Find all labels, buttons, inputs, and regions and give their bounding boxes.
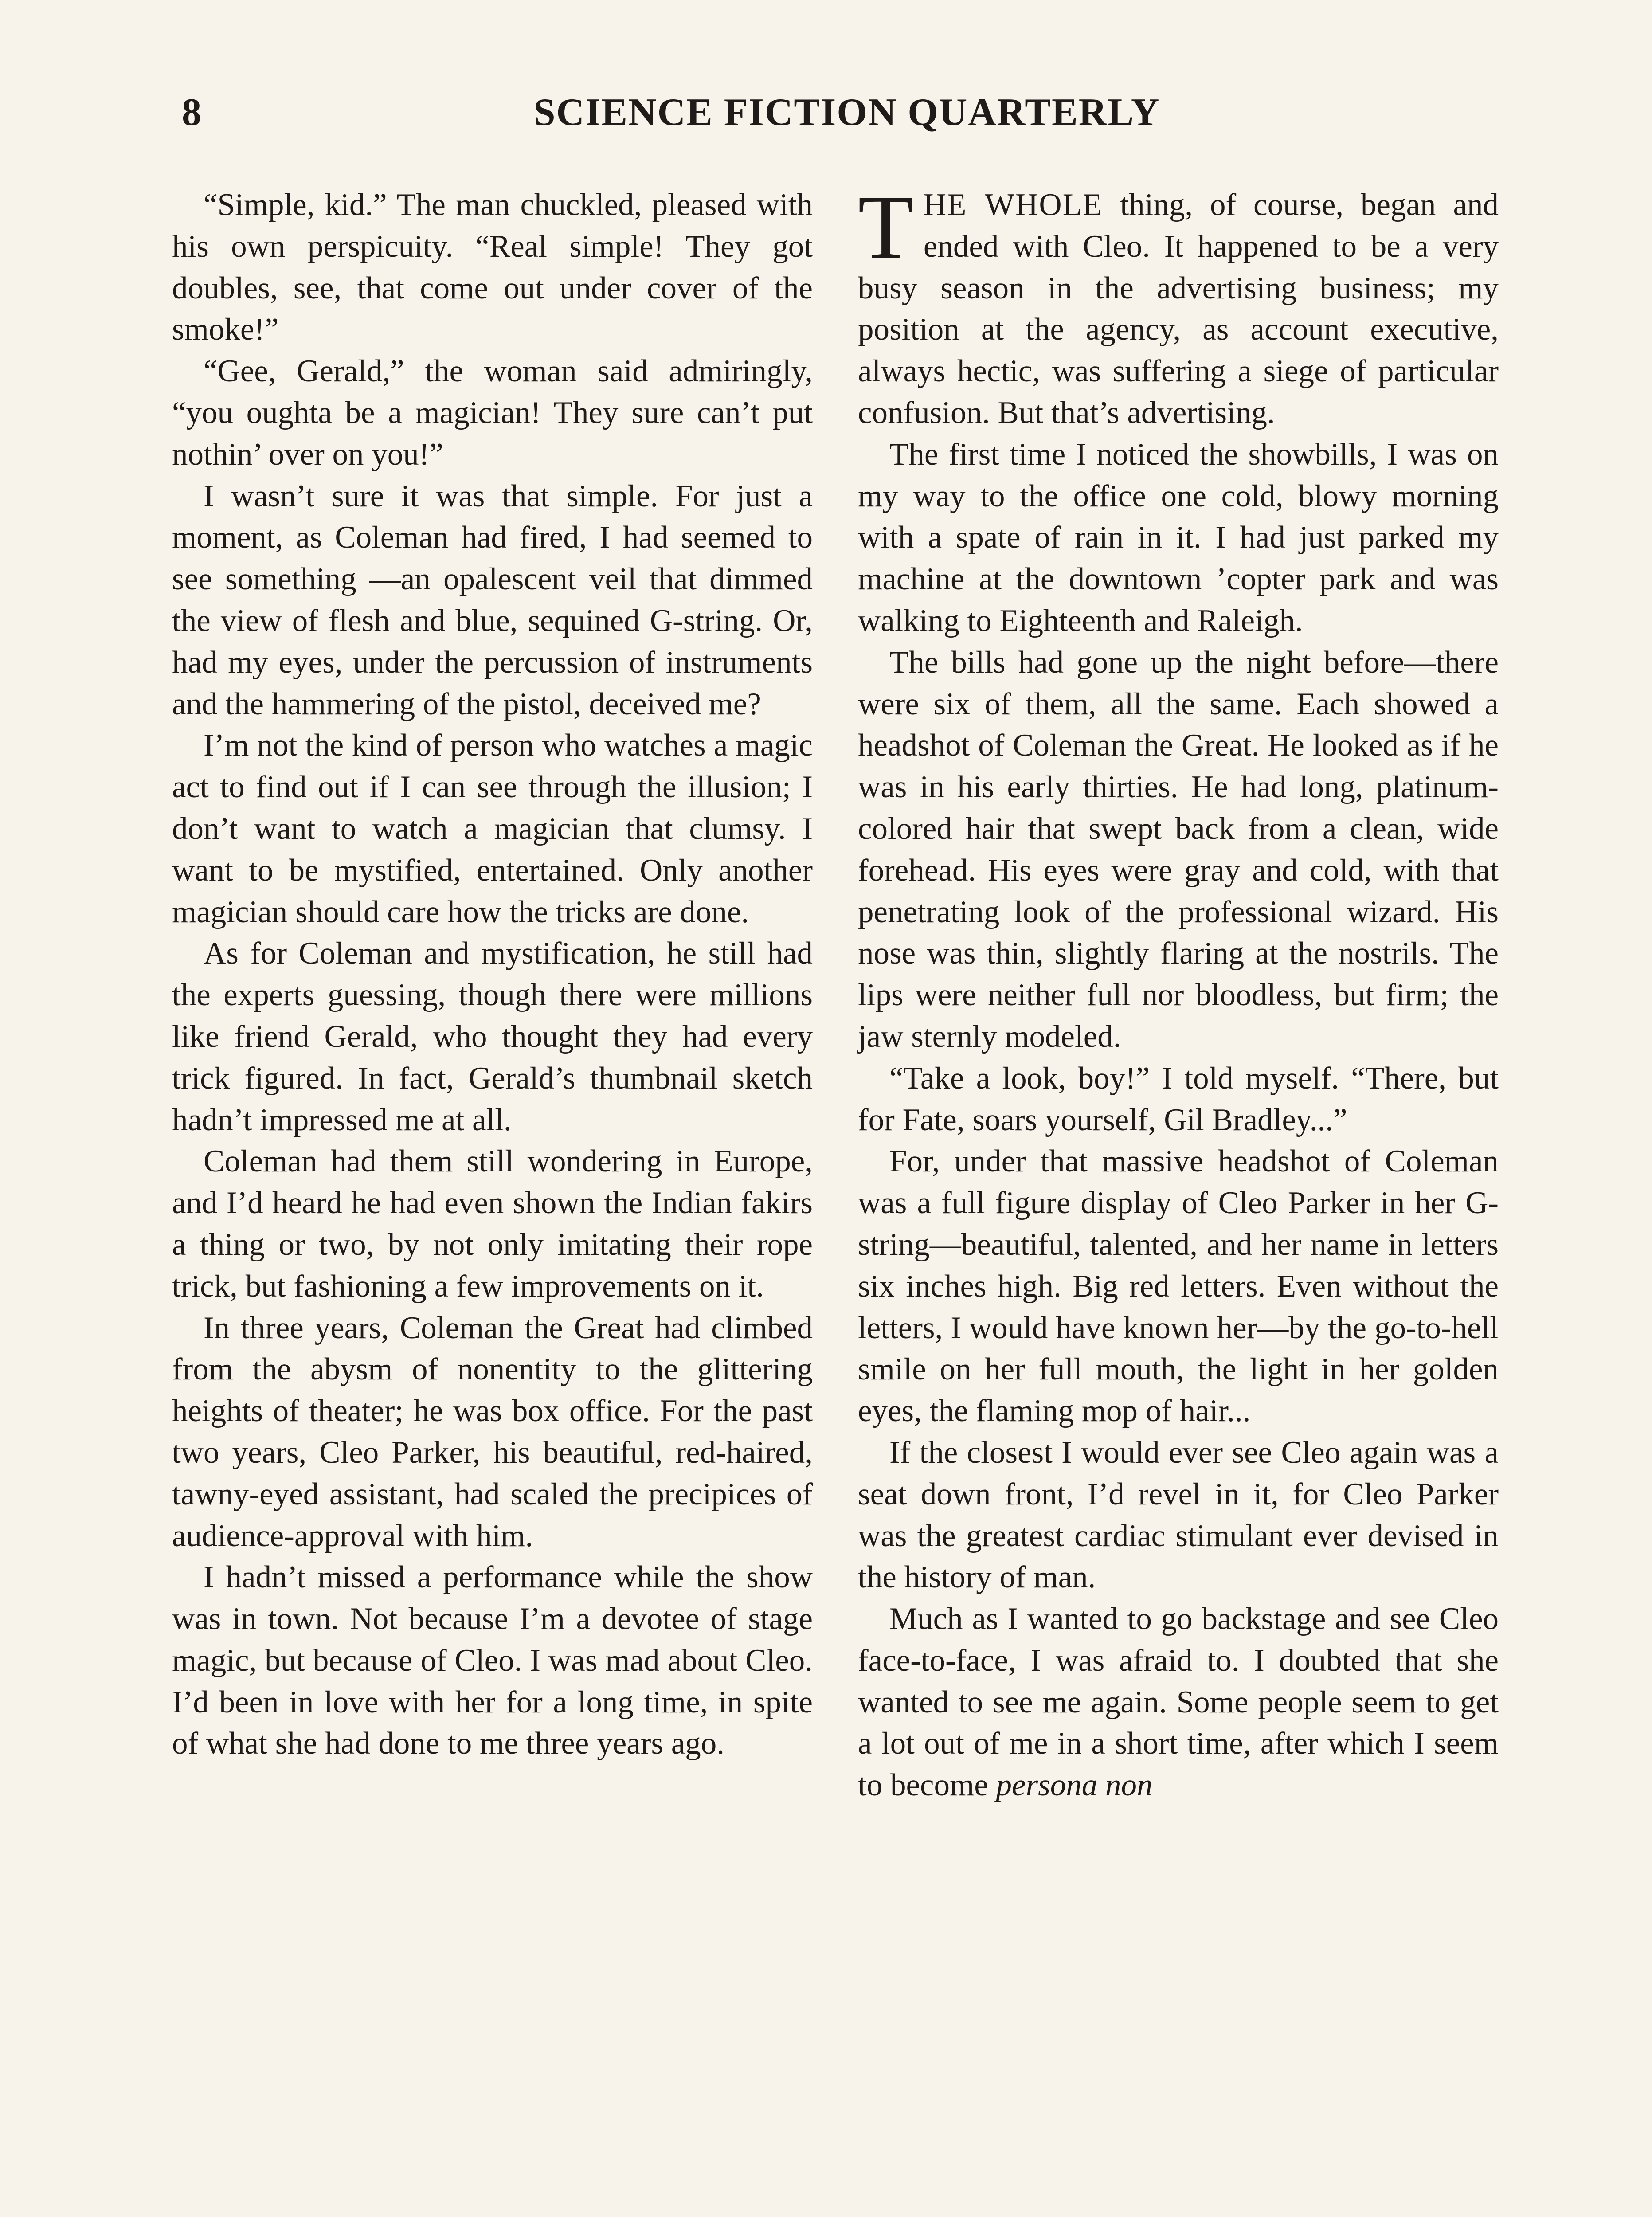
paragraph: In three years, Coleman the Great had climbed from the abysm of nonentity to the glittering heights of theater; he was box office. For the past two years, Cleo Parker, his beautiful, red-haired, tawny-eyed assistant, had scaled the precipices of audience-approval with him. bbox=[172, 1310, 813, 1553]
paragraph-text: thing, of course, began and ended with Cleo. It happened to be a very busy season in the advertising business; my position at the agency, as account executive, always hectic, was suffering a siege of particular confusion. But that’s advertising. bbox=[858, 188, 1499, 430]
page-header bbox=[0, 0, 1652, 186]
paragraph: “Take a look, boy!” I told myself. “There, but for Fate, soars yourself, Gil Bradley...” bbox=[858, 1061, 1499, 1137]
page-number: 8 bbox=[182, 91, 201, 134]
opening-paragraph bbox=[858, 176, 1499, 434]
left-column bbox=[172, 184, 813, 1765]
drop-cap: T bbox=[858, 176, 914, 278]
paragraph: I hadn’t missed a performance while the show was in town. Not because I’m a devotee of stage magic, but because of Cleo. I was mad about Cleo. I’d been in love with her for a long time, in spite of what she had done to me three years ago. bbox=[172, 1560, 813, 1761]
italic-phrase: persona non bbox=[996, 1768, 1153, 1803]
paragraph: If the closest I would ever see Cleo again was a seat down front, I’d revel in it, for Cleo Parker was the greatest cardiac stimulant ever devised in the history of man. bbox=[858, 1435, 1499, 1595]
paragraph bbox=[858, 1598, 1499, 1806]
paragraph: As for Coleman and mystification, he still had the experts guessing, though there were millions like friend Gerald, who thought they had every trick figured. In fact, Gerald’s thumbnail sketch hadn’t impressed me at all. bbox=[172, 936, 813, 1137]
paragraph: I’m not the kind of person who watches a magic act to find out if I can see through the illusion; I don’t want to watch a magician that clumsy. I want to be mystified, entertained. Only another magician should care how the tricks are done. bbox=[172, 728, 813, 929]
right-column bbox=[858, 176, 1499, 1806]
running-title: SCIENCE FICTION QUARTERLY bbox=[533, 91, 1160, 134]
lead-in-caps: HE WHOLE bbox=[923, 188, 1103, 222]
paragraph: “Simple, kid.” The man chuckled, pleased with his own perspicuity. “Real simple! They got doubles, see, that come out under cover of the smoke!” bbox=[172, 188, 813, 347]
paragraph: For, under that massive headshot of Coleman was a full figure display of Cleo Parker in her G-string—beautiful, talented, and her name in letters six inches high. Big red letters. Even without the letters, I would have known her—by the go-to-hell smile on her full mouth, the light in her golden eyes, the flaming mop of hair... bbox=[858, 1144, 1499, 1429]
paragraph: The bills had gone up the night before—there were six of them, all the same. Each showed a headshot of Coleman the Great. He looked as if he was in his early thirties. He had long, platinum-colored hair that swept back from a clean, wide forehead. His eyes were gray and cold, with that penetrating look of the professional wizard. His nose was thin, slightly flaring at the nostrils. The lips were neither full nor bloodless, but firm; the jaw sternly modeled. bbox=[858, 645, 1499, 1054]
paragraph: Coleman had them still wondering in Europe, and I’d heard he had even shown the Indian fakirs a thing or two, by not only imitating their rope trick, but fashioning a few improvements on it. bbox=[172, 1144, 813, 1304]
paragraph: I wasn’t sure it was that simple. For just a moment, as Coleman had fired, I had seemed to see something —an opalescent veil that dimmed the view of flesh and blue, sequined G-string. Or, had my eyes, under the percussion of instruments and the hammering of the pistol, deceived me? bbox=[172, 478, 813, 721]
paragraph: The first time I noticed the showbills, I was on my way to the office one cold, blowy morning with a spate of rain in it. I had just parked my machine at the downtown ’copter park and was walking to Eighteenth and Raleigh. bbox=[858, 437, 1499, 638]
paragraph-text: Much as I wanted to go backstage and see Cleo face-to-face, I was afraid to. I doubted that she wanted to see me again. Some people seem to get a lot out of me in a short time, after which I seem to become bbox=[858, 1602, 1499, 1803]
paragraph: “Gee, Gerald,” the woman said admiringly, “you oughta be a magician! They sure can’t put nothin’ over on you!” bbox=[172, 354, 813, 472]
